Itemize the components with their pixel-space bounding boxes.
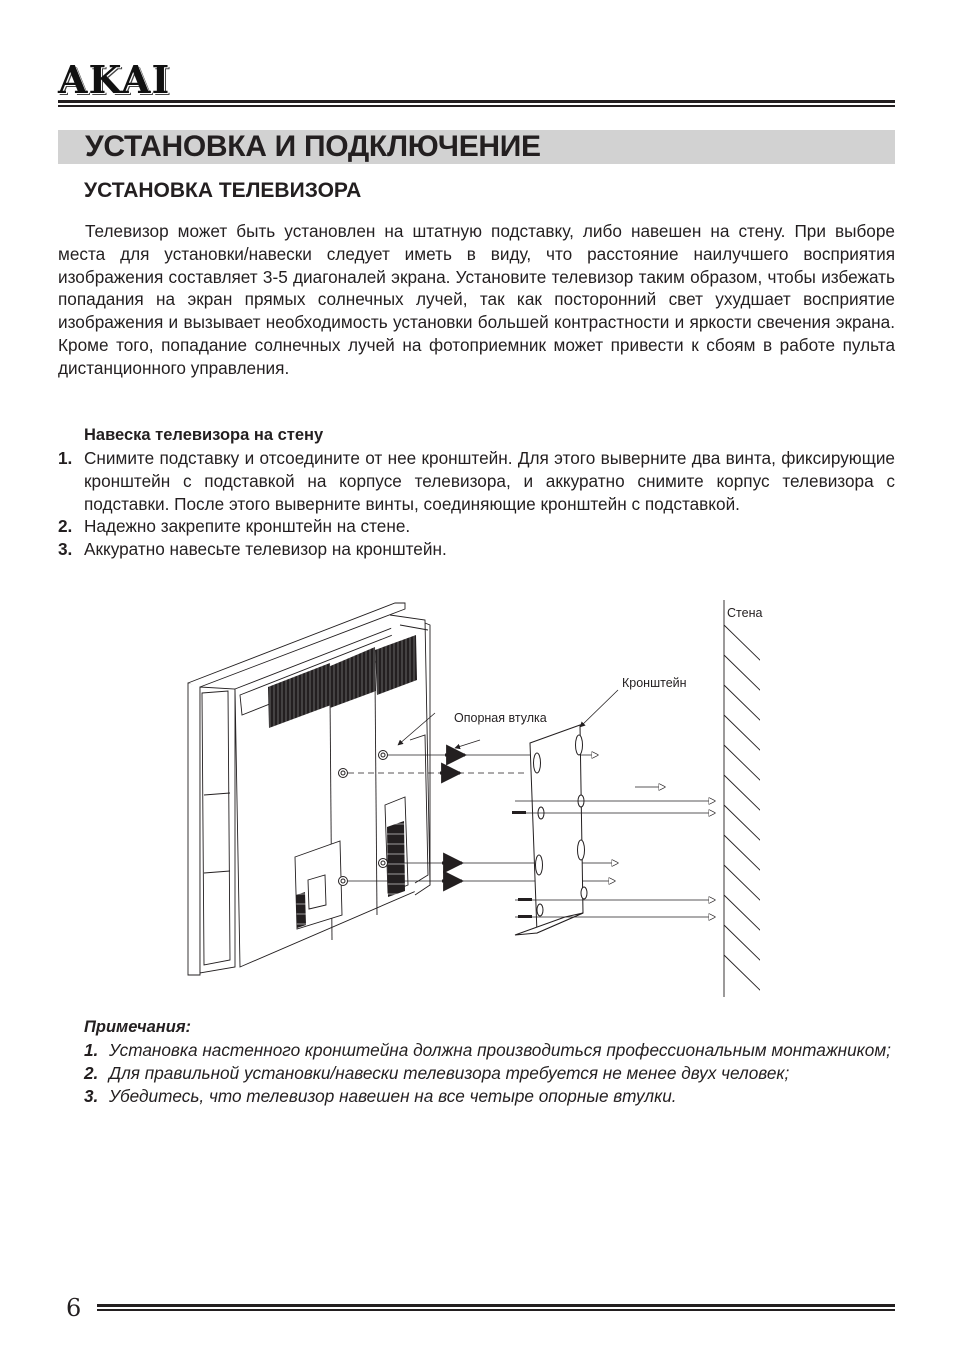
note-item xyxy=(84,1062,895,1085)
wall xyxy=(724,600,763,997)
vent-grille xyxy=(296,892,306,928)
page-number: 6 xyxy=(66,1294,82,1322)
brand-logo: AKAI xyxy=(58,57,171,102)
note-item xyxy=(84,1085,895,1108)
note-number: 3. xyxy=(84,1085,99,1106)
intro-paragraph: Телевизор может быть установлен на штатную подставку, либо навешен на стену. При выборе места для установки/навески следует иметь в виду, что расстояние наилучшего восприятия изображения составляет 3-5 диагоналей экрана. Установите телевизор таким образом, чтобы избежать попадания на экран прямых солнечных лучей, так как посторонний свет ухудшает восприятие изображения и вызывает необходимость установки большей контрастности и яркости свечения экрана. Кроме того, попадание солнечных лучей на фотоприемник может привести к сбоям в работе пульта дистанционного управления. xyxy=(58,221,895,378)
diagram-svg xyxy=(180,595,763,1005)
bracket xyxy=(515,725,587,935)
step-item xyxy=(58,515,895,538)
section-title: УСТАНОВКА И ПОДКЛЮЧЕНИЕ xyxy=(85,130,541,163)
step-text: Снимите подставку и отсоедините от нее кронштейн. Для этого выверните два винта, фиксирующие кронштейн с подставкой на корпусе телевизора, и аккуратно снимите корпус телевизора с подставки. После этого выверните винты, соединяющие кронштейн с подставкой. xyxy=(84,448,895,514)
note-text: Для правильной установки/навески телевизора требуется не менее двух человек; xyxy=(109,1062,790,1083)
section-title-bar xyxy=(58,130,895,164)
note-number: 2. xyxy=(84,1062,99,1083)
step-text: Надежно закрепите кронштейн на стене. xyxy=(84,516,411,537)
step-item xyxy=(58,447,895,515)
wall-label: Стена xyxy=(727,606,763,620)
screw xyxy=(512,811,532,918)
support-bushing-label: Опорная втулка xyxy=(454,711,547,725)
notes-list xyxy=(84,1039,895,1107)
notes-heading: Примечания: xyxy=(84,1018,192,1036)
bracket-label: Кронштейн xyxy=(622,676,687,690)
step-number: 2. xyxy=(58,516,73,537)
subsection-title: УСТАНОВКА ТЕЛЕВИЗОРА xyxy=(84,179,362,202)
step-number: 1. xyxy=(58,448,73,468)
footer-rule xyxy=(97,1304,895,1311)
note-item xyxy=(84,1039,895,1062)
step-item xyxy=(58,538,895,561)
vent-grille xyxy=(387,821,405,897)
step-text: Аккуратно навесьте телевизор на кронштейн. xyxy=(84,539,447,560)
step-number: 3. xyxy=(58,539,73,560)
note-text: Установка настенного кронштейна должна производиться профессиональным монтажником; xyxy=(109,1040,891,1060)
wall-mount-heading: Навеска телевизора на стену xyxy=(84,426,324,444)
header-rule xyxy=(58,100,895,107)
note-number: 1. xyxy=(84,1040,99,1060)
note-text: Убедитесь, что телевизор навешен на все четыре опорные втулки. xyxy=(109,1085,677,1106)
wall-mount-steps xyxy=(58,447,895,561)
wall-mount-diagram xyxy=(180,595,763,1005)
